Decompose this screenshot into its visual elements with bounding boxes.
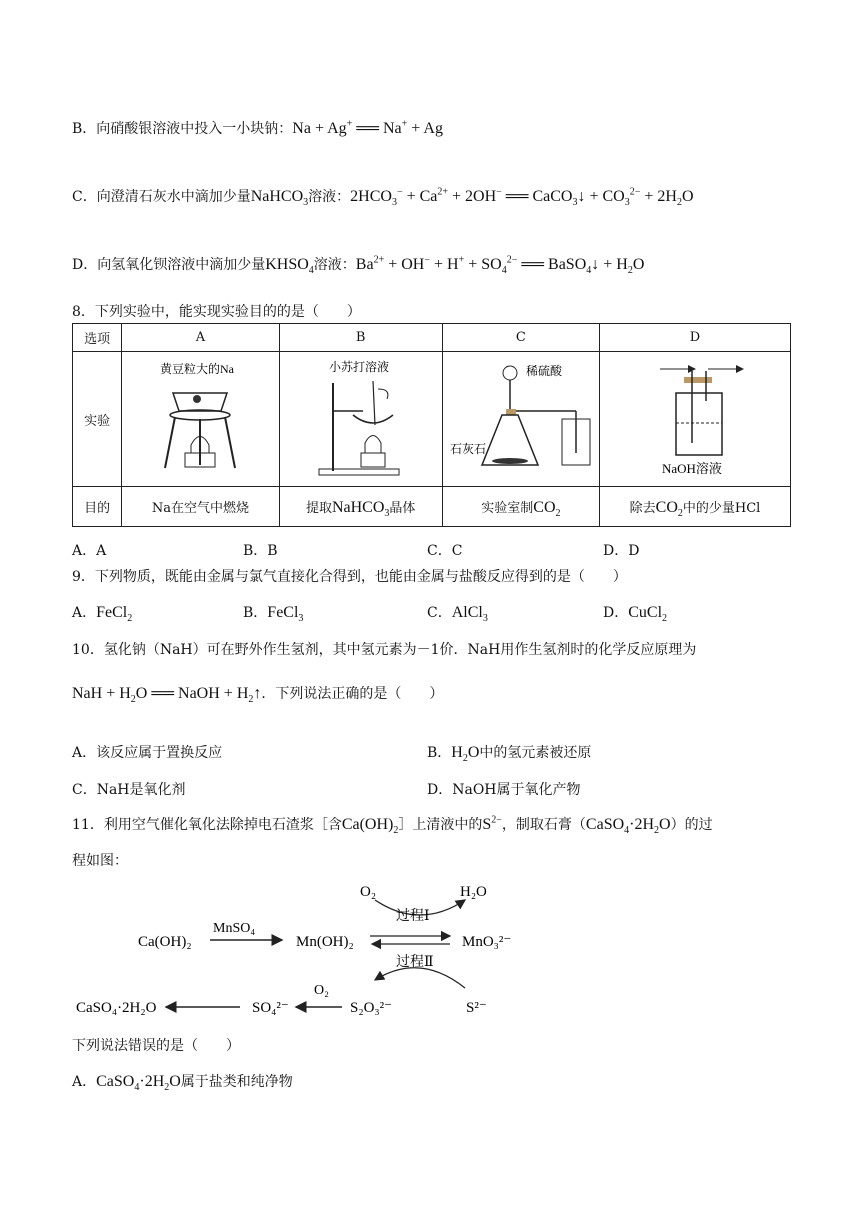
q8-option-b[interactable]: B．B [243,543,278,559]
label-na: 黄豆粒大的Na [160,362,235,376]
q9-option-c[interactable]: C．AlCl$_3$ [427,604,488,625]
svg-text:S₂O₃²⁻: S₂O₃²⁻ [350,1000,393,1016]
q8-stem: 8．下列实验中，能实现实验目的的是（ ） [72,304,361,320]
header-a: A [122,324,279,352]
process-1-label: 过程Ⅰ [396,909,430,924]
header-b: B [279,324,442,352]
q7-option-c: C．向澄清石灰水中滴加少量NaHCO$_3$溶液：$2HCO_3^- + Ca^{2+} + 2OH^-$ ══ CaCO$_3$↓ + $CO_3^{2-} + 2H_2O$ [72,186,694,209]
q11-stem-cont: 程如图： [72,853,128,869]
process-diagram [70,870,540,1030]
svg-text:SO₄²⁻: SO₄²⁻ [252,1000,289,1016]
svg-text:O₂: O₂ [360,884,377,900]
q10-stem: 10．氢化钠（NaH）可在野外作生氢剂，其中氢元素为－1价．NaH用作生氢剂时的化学反应原理为 [72,642,697,658]
apparatus-a [122,352,279,487]
goal-d: 除去$CO_2$中的少量HCl [600,487,791,527]
header-option: 选项 [73,324,122,352]
label-baking-soda: 小苏打溶液 [328,360,389,374]
header-d: D [600,324,791,352]
svg-text:MnSO₄: MnSO₄ [213,921,256,936]
svg-text:Mn(OH)₂: Mn(OH)₂ [296,934,354,950]
q9-stem: 9．下列物质，既能由金属与氯气直接化合得到，也能由金属与盐酸反应得到的是（ ） [72,569,627,585]
q10-option-a[interactable]: A．该反应属于置换反应 [72,745,223,761]
q10-option-c[interactable]: C．NaH是氧化剂 [72,782,186,798]
q9-option-a[interactable]: A．FeCl$_2$ [72,604,133,625]
row-experiment-label: 实验 [73,352,122,487]
q8-option-d[interactable]: D．D [603,543,640,559]
experiment-table [72,323,791,527]
q10-option-b[interactable]: B．$H_2O$中的氢元素被还原 [427,744,592,765]
q9-option-d[interactable]: D．CuCl$_2$ [603,604,668,625]
apparatus-d [600,352,791,487]
svg-text:H₂O: H₂O [460,884,487,900]
svg-text:Ca(OH)₂: Ca(OH)₂ [138,934,192,950]
goal-c: 实验室制$CO_2$ [442,487,599,527]
q11-question: 下列说法错误的是（ ） [72,1038,240,1054]
label-dilute-acid: 稀硫酸 [525,364,562,378]
process-2-label: 过程Ⅱ [396,955,434,970]
label-limestone: 石灰石 [449,442,486,456]
row-goal-label: 目的 [73,487,122,527]
goal-b: 提取NaHCO$_3$晶体 [279,487,442,527]
svg-text:S²⁻: S²⁻ [466,1000,487,1016]
q9-option-b[interactable]: B．FeCl$_3$ [243,604,304,625]
q11-option-a[interactable]: A．$CaSO_4\cdot 2H_2O$属于盐类和纯净物 [72,1073,293,1094]
svg-text:CaSO₄·2H₂O: CaSO₄·2H₂O [76,1000,157,1016]
apparatus-b [279,352,442,487]
q7-option-b: B．向硝酸银溶液中投入一小块钠：Na + Ag+ ══ Na+ + Ag [72,118,443,137]
q10-option-d[interactable]: D．NaOH属于氧化产物 [427,782,581,798]
q7-option-d: D．向氢氧化钡溶液中滴加少量$KHSO_4$溶液：$Ba^{2+} + OH^- + H^+ + SO_4^{2-}$ ══ BaSO$_4$↓ + $H_2O$ [72,254,645,277]
label-naoh: NaOH溶液 [662,461,722,476]
goal-a: Na在空气中燃烧 [122,487,279,527]
svg-text:MnO₃²⁻: MnO₃²⁻ [462,934,512,950]
q8-option-c[interactable]: C．C [427,543,463,559]
q8-option-a[interactable]: A．A [72,543,107,559]
svg-text:O₂: O₂ [314,983,329,998]
q10-equation: NaH + $H_2O$ ══ NaOH + $H_2↑$．下列说法正确的是（ ） [72,685,444,706]
header-c: C [442,324,599,352]
apparatus-c [442,352,599,487]
q11-stem: 11．利用空气催化氧化法除掉电石渣浆［含$Ca(OH)_2]$上清液中的$S^{2-}$，制取石膏$(CaSO_4\cdot 2H_2O)$的过 [72,814,713,837]
